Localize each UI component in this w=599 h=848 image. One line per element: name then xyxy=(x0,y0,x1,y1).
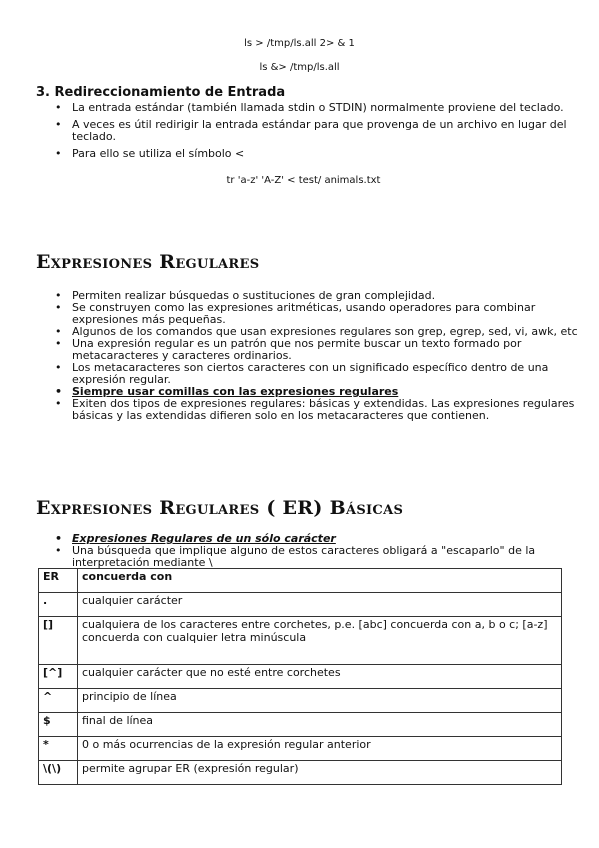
table-cell-desc: cualquier carácter xyxy=(78,593,562,617)
redirection-list xyxy=(50,102,599,160)
list-item: • Siempre usar comillas con las expresiones regulares xyxy=(72,386,599,398)
table-row xyxy=(39,737,562,761)
table-row xyxy=(39,593,562,617)
table-row xyxy=(39,713,562,737)
table-cell-er: ^ xyxy=(39,689,78,713)
section-title-redirection: 3. Redireccionamiento de Entrada xyxy=(36,85,286,100)
table-cell-desc: cualquiera de los caracteres entre corchetes, p.e. [abc] concuerda con a, b o c; [a-z] concuerda con cualquier letra minúscula xyxy=(78,617,562,665)
table-cell-er: . xyxy=(39,593,78,617)
regex-list xyxy=(50,290,599,422)
table-cell-desc: principio de línea xyxy=(78,689,562,713)
basic-regex-list xyxy=(50,533,599,569)
list-item: • Una búsqueda que implique alguno de estos caracteres obligará a "escaparlo" de la interpretación mediante \ xyxy=(72,545,599,569)
list-item: • Una expresión regular es un patrón que nos permite buscar un texto formado por metacaracteres y caracteres ordinarios. xyxy=(72,338,599,362)
table-cell-er: \(\) xyxy=(39,761,78,785)
table-cell-er: [] xyxy=(39,617,78,665)
command-line-1: ls > /tmp/ls.all 2> & 1 xyxy=(244,38,355,49)
table-cell-desc: permite agrupar ER (expresión regular) xyxy=(78,761,562,785)
metacharacters-table xyxy=(38,568,562,785)
table-row xyxy=(39,617,562,665)
command-line-2: ls &> /tmp/ls.all xyxy=(259,62,340,73)
table-cell-desc: cualquier carácter que no esté entre corchetes xyxy=(78,665,562,689)
heading-regular-expressions: Expresiones Regulares xyxy=(36,251,260,273)
table-row xyxy=(39,569,562,593)
list-item: • Los metacaracteres son ciertos caracteres con un significado específico dentro de una expresión regular. xyxy=(72,362,599,386)
heading-basic-regex: Expresiones Regulares ( ER) Básicas xyxy=(36,497,404,519)
table-cell-desc: concuerda con xyxy=(78,569,562,593)
table-cell-er: $ xyxy=(39,713,78,737)
table-row xyxy=(39,761,562,785)
table-row xyxy=(39,689,562,713)
list-item: • La entrada estándar (también llamada stdin o STDIN) normalmente proviene del teclado. xyxy=(72,102,599,114)
list-item: • Algunos de los comandos que usan expresiones regulares son grep, egrep, sed, vi, awk, etc xyxy=(72,326,599,338)
list-item: • Exiten dos tipos de expresiones regulares: básicas y extendidas. Las expresiones regulares básicas y las extendidas difieren solo en los metacaracteres que contienen. xyxy=(72,398,599,422)
list-item: • Permiten realizar búsquedas o sustituciones de gran complejidad. xyxy=(72,290,599,302)
table-cell-desc: final de línea xyxy=(78,713,562,737)
table-cell-desc: 0 o más ocurrencias de la expresión regular anterior xyxy=(78,737,562,761)
list-item: • A veces es útil redirigir la entrada estándar para que provenga de un archivo en lugar del teclado. xyxy=(72,119,599,143)
table-cell-er: ER xyxy=(39,569,78,593)
list-item: • Para ello se utiliza el símbolo < xyxy=(72,148,599,160)
list-item: • Se construyen como las expresiones aritméticas, usando operadores para combinar expresiones más pequeñas. xyxy=(72,302,599,326)
list-item: • Expresiones Regulares de un sólo carácter xyxy=(72,533,599,545)
table-cell-er: [^] xyxy=(39,665,78,689)
redirection-command: tr 'a-z' 'A-Z' < test/ animals.txt xyxy=(226,175,381,186)
table-row xyxy=(39,665,562,689)
table-cell-er: * xyxy=(39,737,78,761)
